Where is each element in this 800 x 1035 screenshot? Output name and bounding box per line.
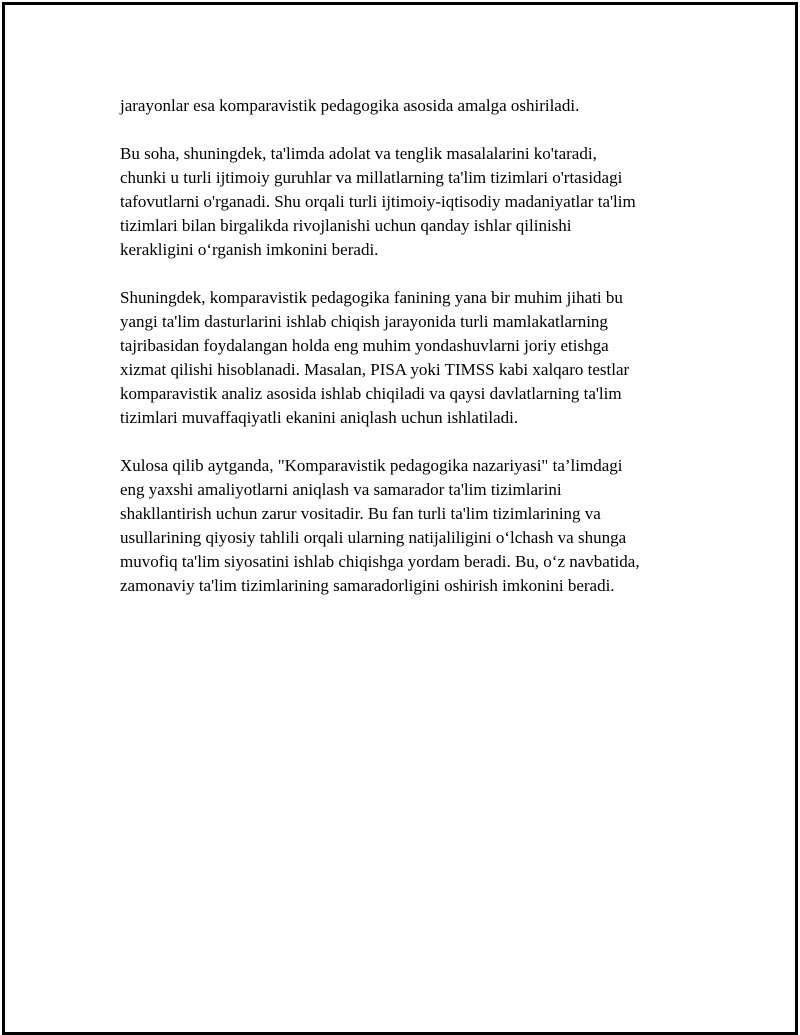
text-line: usullarining qiyosiy tahlili orqali ularning natijaliligini o‘lchash va shunga [120,528,627,547]
text-line: yangi ta'lim dasturlarini ishlab chiqish jarayonida turli mamlakatlarning [120,312,608,331]
paragraph-1 [120,94,710,118]
text-line: tizimlari muvaffaqiyatli ekanini aniqlash uchun ishlatiladi. [120,408,519,427]
text-line: eng yaxshi amaliyotlarni aniqlash va samarador ta'lim tizimlarini [120,480,562,499]
text-line: xizmat qilishi hisoblanadi. Masalan, PISA yoki TIMSS kabi xalqaro testlar [120,360,630,379]
text-line: kerakligini o‘rganish imkonini beradi. [120,240,379,259]
text-line: Bu soha, shuningdek, ta'limda adolat va tenglik masalalarini ko'taradi, [120,144,597,163]
text-line: Shuningdek, komparavistik pedagogika fanining yana bir muhim jihati bu [120,288,623,307]
text-line: jarayonlar esa komparavistik pedagogika asosida amalga oshiriladi. [120,96,580,115]
paragraph-2 [120,142,710,262]
text-line: chunki u turli ijtimoiy guruhlar va millatlarning ta'lim tizimlari o'rtasidagi [120,168,623,187]
text-line: tafovutlarni o'rganadi. Shu orqali turli ijtimoiy-iqtisodiy madaniyatlar ta'lim [120,192,636,211]
text-line: shakllantirish uchun zarur vositadir. Bu fan turli ta'lim tizimlarining va [120,504,601,523]
text-line: zamonaviy ta'lim tizimlarining samaradorligini oshirish imkonini beradi. [120,576,615,595]
text-line: komparavistik analiz asosida ishlab chiqiladi va qaysi davlatlarning ta'lim [120,384,622,403]
paragraph-3 [120,286,710,430]
text-line: Xulosa qilib aytganda, "Komparavistik pedagogika nazariyasi" ta’limdagi [120,456,623,475]
paragraph-4 [120,454,710,598]
document-body [120,94,710,622]
document-page [2,2,798,1035]
text-line: muvofiq ta'lim siyosatini ishlab chiqishga yordam beradi. Bu, o‘z navbatida, [120,552,640,571]
text-line: tajribasidan foydalangan holda eng muhim yondashuvlarni joriy etishga [120,336,609,355]
text-line: tizimlari bilan birgalikda rivojlanishi uchun qanday ishlar qilinishi [120,216,572,235]
